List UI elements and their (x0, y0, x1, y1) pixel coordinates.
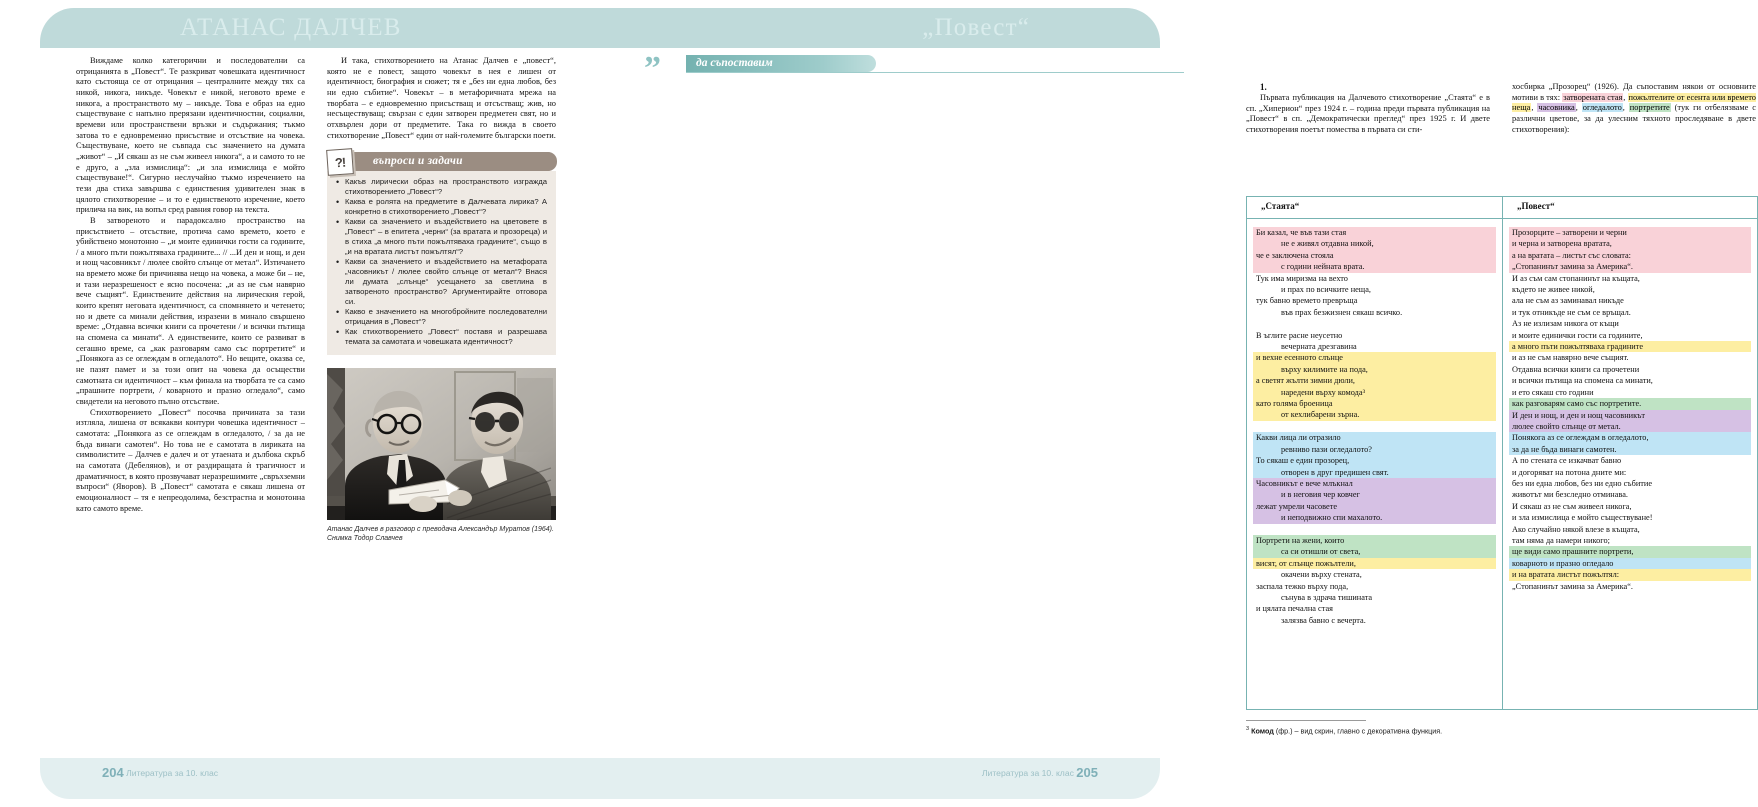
verse-line: То сякаш е един прозорец, (1253, 455, 1496, 466)
intro-post: (тук ги отбелязваме с различни цветове, за да улесним тяхното проследяване в двете стихотворения): (1512, 103, 1757, 134)
verse-line: а много пъти пожълтяваха градините (1509, 341, 1751, 352)
paragraph: В затвореното и парадоксално пространство на присъствието – отсъствие, протича само времето, което е убийствено монотонно – „и моите единички гости са годините, / а много пъти пожълтяваха градините... // ...И ден и нощ, и ден и нощ часовникът / люлее свойто слънце от метал“. Изтичането на времето може би причинява нещо на човека, а може би – не, и тази неразрешеност е ясно посочена: „и аз не съм навярно вече същият“. Единствените действия на лирическия герой, които крепят неговата идентичност, са спомнянето и четенето; но и двете са минали действия, изразени в минало свършено време: „Отдавна всички книги са прочетени / и всички пътища на спомена са минати“. А единствените, които се развиват в сегашно време, са „как разговарям само със портретите“ и „Понякога аз се оглеждам в огледалото“. Но вещите, оказва се, не пазят памет и за този опит на човека да осъществи самотната си идентичност – към финала на творбата те са само „прашните портрети, / коварното и празно огледало“, само свидетели на неговото пълно отсъствие. (76, 215, 305, 406)
verse-line: отворен в друг предишен свят. (1253, 467, 1496, 478)
left-column-2 (327, 56, 556, 544)
column-header: „Стаята“ (1247, 197, 1502, 219)
verse-line: Какви лица ли отразило (1253, 432, 1496, 443)
verse-line: върху килимите на пода, (1253, 364, 1496, 375)
verse-line: ала не съм аз заминавал никъде (1512, 296, 1624, 306)
verse-line: и на вратата листът пожълтял: (1509, 569, 1751, 580)
verse-line: и моите единички гости са годините, (1512, 330, 1643, 340)
footnote-text: (фр.) – вид скрин, главно с декоративна функция. (1273, 726, 1443, 736)
verse-line: че е заключена стояла (1253, 250, 1496, 261)
verse-line: с години нейната врата. (1253, 261, 1496, 272)
highlight-clock: часовника (1538, 103, 1575, 113)
footnote-marker: 3 (1246, 726, 1250, 732)
verse-line: „Стопанинът замина за Америка“. (1509, 261, 1751, 272)
list-item: • Каква е ролята на предметите в Далчевата лирика? А конкретно в стихотворението „Повест“? (336, 197, 547, 217)
verse-spacer (1253, 421, 1496, 432)
footnote-divider (1246, 720, 1366, 721)
left-footer (102, 765, 218, 780)
archive-photograph (327, 368, 556, 520)
list-item: • Какво е значението на многобройните последователни отрицания в „Повест“? (336, 307, 547, 327)
footer-label-right: Литература за 10. клас (981, 768, 1074, 778)
verse-line: тук бавно времето превръща (1256, 296, 1358, 306)
verse-line: Ако случайно някой влезе в къщата, (1512, 524, 1640, 534)
verse-line: коварното и празно огледало (1509, 558, 1751, 569)
verse-line: са си отишли от света, (1253, 546, 1496, 557)
left-column-1 (76, 56, 305, 544)
verse-line: и ето сякаш сто години (1512, 387, 1594, 397)
verse-line: наредени върху комода³ (1253, 387, 1496, 398)
paragraph: Виждаме колко категорични и последователни са отрицанията в „Повест“. Те разкриват човешката идентичност като състояща се от отрицания – централните между тях са никой, никога, никъде. Човекът е никой, неговото време е никога, а пространството му – никъде. Това е образ на едно съществуване с напълно прерязани идентичностни, социални, времеви или пространствени връзки и съдържания; тъкмо затова то е едновременно присъствие и отсъствие на човека. Съществуване, което не съвпада със значението на думата „живот“ – „И сякаш аз не съм живеел никога“, а и самото то не е друго, а „зла измислица“: „и зла измислица е мойто съществуване!“. Сигурно неслучайно тъкмо изречението на тези два стиха завършва с единствения удивителен знак в цялото стихотворение – и то е единственото изречение, което прилича на вик, на вопъл сред равния говор на текста. (76, 56, 305, 215)
verse-line: Понякога аз се оглеждам в огледалото, (1509, 432, 1751, 443)
verse-line: И сякаш аз не съм живеел никога, (1512, 501, 1632, 511)
verse-line: окачени върху стената, (1281, 570, 1362, 580)
highlight-yellowed-things: пожълтелите от есента или времето неща (1512, 92, 1756, 113)
right-page-columns (1246, 82, 1756, 136)
verse-line: и черна и затворена вратата, (1509, 238, 1751, 249)
section-divider (686, 72, 1184, 73)
comparison-table (1246, 196, 1758, 710)
questions-list (327, 171, 556, 355)
compare-header-bar (686, 55, 876, 72)
intro-pre: хосбирка „Прозорец“ (1926). Да съпоставим някои от основните мотиви в тях: (1512, 82, 1756, 102)
list-item: • Какви са значението и въздействието на метафората „часовникът / люлее свойто слънце от метал“? Внася ли думата „слънце“ усещането за светлина в затвореното пространство? Аргументирайте отговора си. (336, 257, 547, 307)
footer-label-left: Литература за 10. клас (126, 768, 219, 778)
task-number: 1. (1260, 82, 1267, 92)
verse-line: вечерната дрезгавина (1281, 342, 1357, 352)
highlight-portraits: портретите (1629, 103, 1670, 113)
verse-line: „Стопанинът замина за Америка“. (1512, 581, 1633, 591)
verse-line: и неподвижно спи махалото. (1253, 512, 1496, 523)
left-page-columns (76, 56, 556, 544)
paragraph-with-highlights: хосбирка „Прозорец“ (1926). Да съпоставим някои от основните мотиви в тях: затворената стая, пожълтелите от есента или времето неща, часовника, огледалото, портретите (тук ги отбелязваме с различни цветове, за да улесним тяхното проследяване в двете стихотворения): (1512, 82, 1757, 134)
verse-line: лежат умрели часовете (1253, 501, 1496, 512)
column-header: „Повест“ (1503, 197, 1757, 219)
verse-line: висят, от слънце пожълтели, (1253, 558, 1496, 569)
paragraph: Стихотворението „Повест“ посочва причината за тази изтляла, лишена от всякакви контури човешка идентичност – самотата: „Понякога аз се оглеждам в огледалото, / за да не бъда винаги самотен“. Но това не е самотата в лириката на символистите – Далчев е далеч и от утаената и дълбока скръб на самотата (Дебелянов), и от раздиращата ѝ трагичност и драматичност, в която прозвучават неразрешимите „свръхземни въпроси“ (Яворов). В „Повест“ самотата е сякаш лишена от емоционалност – тя е непреодолима, безстрастна и монотонна като самото време. (76, 407, 305, 513)
verse-line: Аз не излизам никога от къщи (1512, 319, 1619, 329)
highlight-mirror: огледалото (1582, 103, 1622, 113)
page-number-right: 205 (1076, 765, 1098, 780)
questions-box-title: въпроси и задачи (373, 155, 463, 168)
verse-line: ревниво пази огледалото? (1253, 444, 1496, 455)
right-footer (982, 765, 1098, 780)
highlight-closed-room: затворената стая (1563, 92, 1623, 102)
left-footer-band (40, 758, 600, 799)
left-page (0, 0, 600, 807)
verse-line: Би казал, че във тази стая (1253, 227, 1496, 238)
verse-line: залязва бавно с вечерта. (1281, 615, 1366, 625)
quotation-mark-icon: ” (644, 50, 661, 87)
paragraph: И така, стихотворението на Атанас Далчев е „повест“, която не е повест, защото човекът в нея е лишен от идентичност, биография и сюжет; тя е „без ни една любов, без ни едно събитие“. Човекът – в метафоричната мрежа на творбата – е едновременно присъстващ и отсъстващ; жив, но несъществуващ; свързан с един затворен предметен свят, но и отхвърлен дори от предметите. Така го вижда в своето стихотворение „Повест“ един от най-големите български поети. (327, 56, 556, 140)
right-header-band (600, 8, 1160, 48)
poem-text-staiata (1247, 219, 1502, 632)
verse-line: за да не бъда винаги самотен. (1509, 444, 1751, 455)
verse-line: сънува в здрача тишината (1281, 592, 1373, 602)
verse-line: И ден и нощ, и ден и нощ часовникът (1509, 410, 1751, 421)
list-item: • Какъв лирически образ на пространството изгражда стихотворението „Повест“? (336, 177, 547, 197)
list-item: • Какви са значението и въздействието на цветовете в „Повест“ – в епитета „черни“ (за вратата и прозореца) и в стиха „а много пъти пожълтяваха градините“, също в „и на вратата листът пожълтял“? (336, 217, 547, 257)
verse-line: Отдавна всички книги са прочетени (1512, 364, 1640, 374)
verse-line: от кехлибарени зърна. (1253, 409, 1496, 420)
questions-and-tasks-box (327, 152, 556, 355)
verse-line: животът ми безследно отминава. (1512, 490, 1628, 500)
verse-line: ще види само прашните портрети, (1509, 546, 1751, 557)
verse-line: И аз съм сам стопанинът на къщата, (1512, 273, 1640, 283)
photo-block (327, 368, 556, 543)
verse-line: В ъглите расне неусетно (1256, 330, 1343, 340)
verse-line: Прозорците – затворени и черни (1509, 227, 1751, 238)
poem-title: „Повест“ (922, 14, 1030, 41)
page-number-left: 204 (102, 765, 124, 780)
verse-line: не е живял отдавна никой, (1253, 238, 1496, 249)
question-exclamation-icon: ?! (326, 148, 354, 176)
verse-line: как разговарям само със портретите. (1509, 398, 1751, 409)
verse-line: и зла измислица е мойто съществуване! (1512, 513, 1653, 523)
verse-line: и цялата печална стая (1256, 604, 1333, 614)
verse-line: и всички пътища на спомена са минати, (1512, 376, 1653, 386)
poem-text-povest (1503, 219, 1757, 598)
paragraph: Първата публикация на Далчевото стихотворение „Стаята“ е в сп. „Хиперион“ през 1924 г. – година преди първата публикация на „Повест“ в сп. „Демократически преглед“ през 1925 г. И двете стихотворения поетът помества в първата си сти- (1246, 93, 1490, 134)
footnote (1246, 726, 1756, 735)
verse-line: а светят жълти зимни дюли, (1253, 375, 1496, 386)
compare-section-header (644, 50, 1184, 87)
verse-line: и аз не съм навярно вече същият. (1512, 353, 1629, 363)
verse-line: заспала тежко върху пода, (1256, 581, 1349, 591)
verse-line: и тук отникъде не съм се връщал. (1512, 307, 1631, 317)
questions-box-header (327, 152, 556, 171)
verse-line: Портрети на жени, които (1253, 535, 1496, 546)
verse-line: във прах безжизнен сякаш всичко. (1281, 307, 1403, 317)
verse-line: Тук има миризма на вехто (1256, 273, 1348, 283)
verse-line: без ни една любов, без ни едно събитие (1512, 478, 1653, 488)
verse-line: а на вратата – листът със словата: (1509, 250, 1751, 261)
verse-line: люлее свойто слънце от метал. (1509, 421, 1751, 432)
verse-line: където не живее никой, (1512, 285, 1595, 295)
list-item: • Как стихотворението „Повест“ поставя и разрешава темата за самотата и човешката идентичност? (336, 327, 547, 347)
right-column-1 (1246, 82, 1490, 136)
table-column-staiata (1247, 197, 1502, 709)
compare-section-title: да съпоставим (696, 57, 773, 69)
verse-line: А по стената се изкачват бавно (1512, 456, 1622, 466)
verse-line: Часовникът е вече млъкнал (1253, 478, 1496, 489)
footnote-term: Комод (1251, 726, 1274, 736)
right-column-2 (1512, 82, 1756, 136)
verse-line: като голяма броеница (1253, 398, 1496, 409)
verse-line: там няма да намери никого; (1512, 535, 1610, 545)
verse-line: и в неговия чер ковчег (1253, 489, 1496, 500)
verse-line: и догоряват на потона дните ми: (1512, 467, 1627, 477)
photo-caption: Атанас Далчев в разговор с преводача Александър Муратов (1964). Снимка Тодор Славчев (327, 526, 554, 543)
left-header-band (40, 8, 600, 48)
verse-line: и вехне есенното слънце (1253, 352, 1496, 363)
verse-spacer (1253, 318, 1496, 329)
right-page (600, 0, 1757, 807)
author-title: АТАНАС ДАЛЧЕВ (180, 14, 402, 41)
right-footer-band (600, 758, 1160, 799)
verse-spacer (1253, 524, 1496, 535)
table-column-povest (1502, 197, 1757, 709)
verse-line: и прах по всичките неща, (1281, 285, 1371, 295)
